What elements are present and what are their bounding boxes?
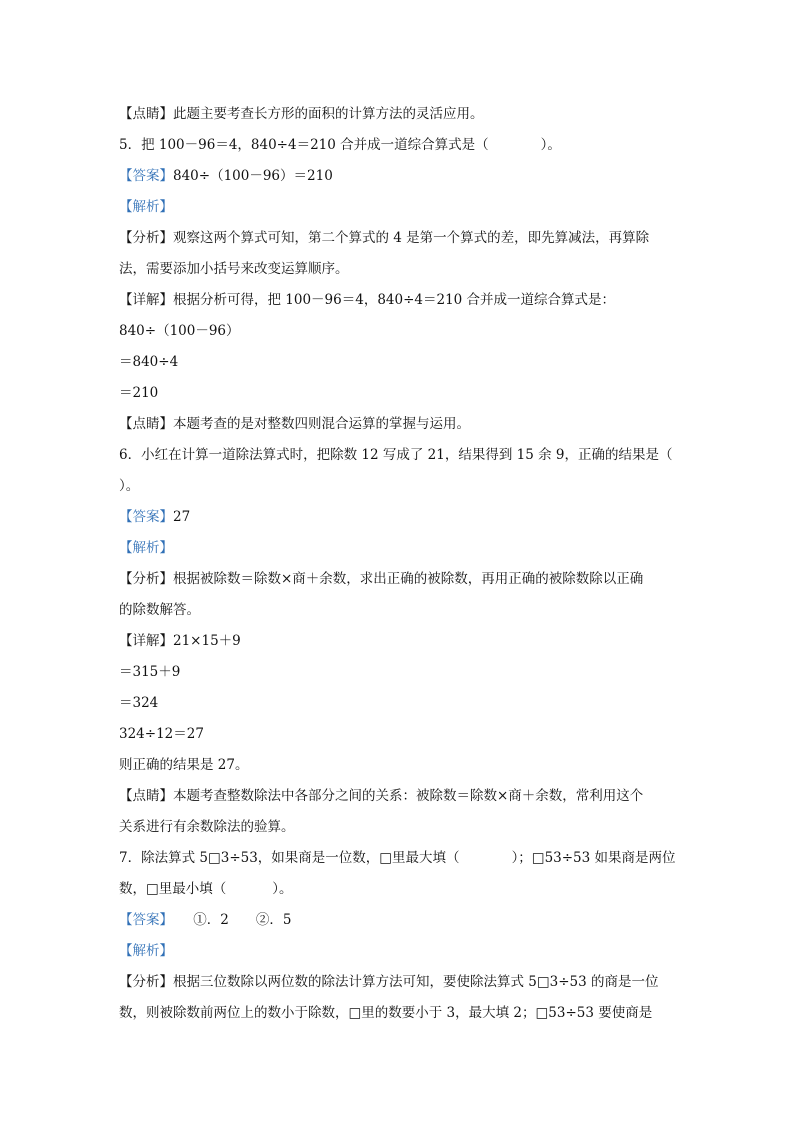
line-text: 6．小红在计算一道除法算式时，把除数 12 写成了 21，结果得到 15 余 9，正确的结果是（ [119, 447, 673, 463]
calc-5-2 [119, 352, 178, 372]
answer-7 [119, 910, 291, 930]
fenxi-5 [119, 228, 649, 248]
jiexi-5 [119, 197, 173, 217]
line-1 [119, 104, 484, 124]
line-text: ＝840÷4 [119, 354, 179, 370]
fenxi-6 [119, 569, 643, 589]
tag-fenxi: 【分析】 [119, 230, 173, 246]
jiexi-6 [119, 538, 173, 558]
line-text: 数，□里最小填（ [119, 881, 227, 897]
line-text: 法，需要添加小括号来改变运算顺序。 [119, 261, 349, 277]
calc-6-2 [119, 693, 158, 713]
answer-6 [119, 507, 190, 527]
calc-6-1 [119, 662, 180, 682]
line-text: 840÷（100－96）＝210 [173, 168, 333, 184]
fenxi-6-cont [119, 600, 200, 620]
tag-jiexi: 【解析】 [119, 199, 173, 215]
tag-dianjing: 【点睛】 [119, 788, 173, 804]
fenxi-7 [119, 972, 659, 992]
line-text: 324÷12＝27 [119, 726, 204, 742]
line-text: ）。 [119, 478, 140, 494]
tag-jiexi: 【解析】 [119, 943, 173, 959]
jiexi-7 [119, 941, 173, 961]
line-text: ＝315＋9 [119, 664, 181, 680]
line-text: 根据被除数＝除数×商＋余数，求出正确的被除数，再用正确的被除数除以正确 [173, 571, 644, 587]
line-text: 本题考查的是对整数四则混合运算的掌握与运用。 [173, 416, 470, 432]
line-text: 27 [173, 509, 191, 525]
tag-answer: 【答案】 [119, 168, 173, 184]
dianjing-6 [119, 786, 643, 806]
line-text: 根据三位数除以两位数的除法计算方法可知，要使除法算式 5□3÷53 的商是一位 [173, 974, 659, 990]
line-text: ＝210 [119, 385, 159, 401]
dianjing-6-cont [119, 817, 295, 837]
tag-answer: 【答案】 [119, 509, 173, 525]
line-text: 的除数解答。 [119, 602, 200, 618]
tag-xiangjie: 【详解】 [119, 633, 173, 649]
line-text: 则正确的结果是 27。 [119, 757, 249, 773]
line-text: 本题考查整数除法中各部分之间的关系：被除数＝除数×商＋余数，常利用这个 [173, 788, 644, 804]
line-text: 21×15＋9 [173, 633, 241, 649]
question-6-cont [119, 476, 139, 496]
fenxi-7-cont [119, 1003, 652, 1023]
tag-fenxi: 【分析】 [119, 571, 173, 587]
line-text: ）。 [272, 881, 293, 897]
dianjing-5 [119, 414, 470, 434]
calc-5-3 [119, 383, 158, 403]
tag-dianjing: 【点睛】 [119, 416, 173, 432]
tag-xiangjie: 【详解】 [119, 292, 173, 308]
answer-5 [119, 166, 333, 186]
question-6 [119, 445, 672, 465]
question-7-cont [119, 879, 293, 899]
line-text: 此题主要考查长方形的面积的计算方法的灵活应用。 [173, 106, 484, 122]
line-text: 关系进行有余数除法的验算。 [119, 819, 295, 835]
question-5 [119, 135, 561, 155]
tag-jiexi: 【解析】 [119, 540, 173, 556]
tag-fenxi: 【分析】 [119, 974, 173, 990]
xiangjie-5 [119, 290, 615, 310]
line-text: 840÷（100－96） [119, 323, 240, 339]
line-text: 观察这两个算式可知，第二个算式的 4 是第一个算式的差，即先算减法，再算除 [173, 230, 650, 246]
question-7 [119, 848, 676, 868]
line-text: ＝324 [119, 695, 159, 711]
line-text: ①．2 ②．5 [166, 912, 292, 928]
fenxi-5-cont [119, 259, 349, 279]
line-text: 5．把 100－96＝4，840÷4＝210 合并成一道综合算式是（ [119, 137, 489, 153]
line-text: 数，则被除数前两位上的数小于除数，□里的数要小于 3，最大填 2；□53÷53 要使商是 [119, 1005, 653, 1021]
line-text: ）。 [540, 137, 561, 153]
result-6 [119, 755, 248, 775]
tag-dianjing: 【点睛】 [119, 106, 173, 122]
line-text: ）；□53÷53 如果商是两位 [511, 850, 676, 866]
line-text: 7．除法算式 5□3÷53，如果商是一位数，□里最大填（ [119, 850, 460, 866]
calc-5-1 [119, 321, 240, 341]
tag-answer: 【答案】 [119, 912, 167, 928]
calc-6-3 [119, 724, 204, 744]
xiangjie-6 [119, 631, 241, 651]
line-text: 根据分析可得，把 100－96＝4，840÷4＝210 合并成一道综合算式是： [173, 292, 616, 308]
